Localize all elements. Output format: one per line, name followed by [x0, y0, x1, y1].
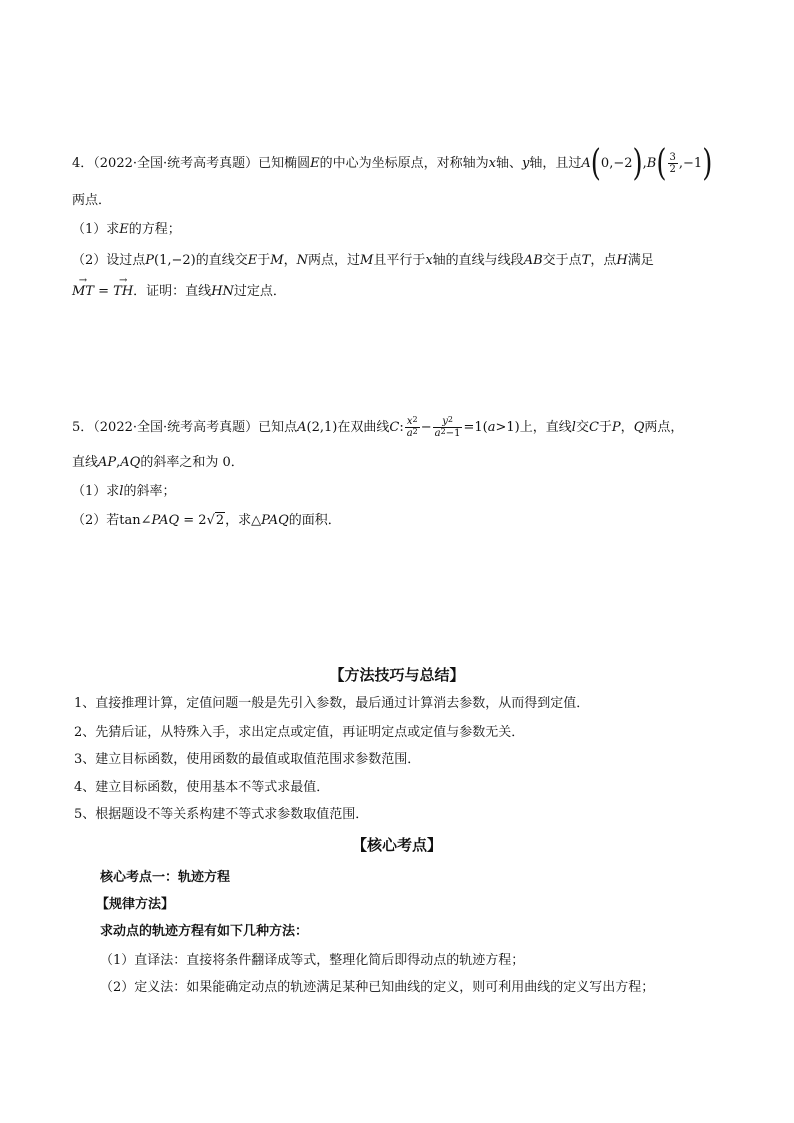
- problem5-q2: （2）若tan∠PAQ = 2√2，求△PAQ的面积．: [72, 513, 341, 528]
- rule-heading: 【规律方法】: [96, 897, 175, 912]
- rule-item: （1）直译法：直接将条件翻译成等式，整理化简后即得动点的轨迹方程；: [100, 953, 525, 968]
- vector-equation: → MT = → TH: [72, 284, 133, 299]
- method-item: 4、建立目标函数，使用基本不等式求最值．: [74, 780, 330, 795]
- problem4-q2-cont: → MT = → TH．证明：直线HN过定点．: [72, 283, 286, 301]
- rule-item: （2）定义法：如果能确定动点的轨迹满足某种已知曲线的定义，则可利用曲线的定义写出方程；: [100, 980, 655, 995]
- method-item: 2、先猜后证，从特殊入手，求出定点或定值，再证明定点或定值与参数无关．: [74, 725, 525, 740]
- core-point-heading: 核心考点一：轨迹方程: [100, 870, 231, 885]
- problem5-intro: 5．（2022·全国·统考高考真题）已知点A(2,1)在双曲线C: $\frac{x^2}{a^2}$ − $\frac{y^2}{a^2-1}$ =1(a>1)上，直线l交C于P，Q两点，: [72, 415, 684, 439]
- problem4-q2: （2）设过点P(1,−2)的直线交E于M，N两点，过M且平行于x轴的直线与线段AB交于点T，点H满足: [72, 253, 654, 268]
- problem5-cont: 直线AP,AQ的斜率之和为 0．: [72, 455, 244, 470]
- rule-lead: 求动点的轨迹方程有如下几种方法：: [100, 924, 309, 939]
- problem5-q1: （1）求l的斜率；: [72, 484, 176, 499]
- hyperbola-formula: C: $\frac{x^2}{a^2}$ − $\frac{y^2}{a^2-1}$ =1(a>1): [389, 415, 520, 439]
- problem4-intro: 4．（2022·全国·统考高考真题）已知椭圆E的中心为坐标原点，对称轴为x轴、y轴，且过A(0,−2),B( $\frac{3}{2}$ ,−1): [72, 142, 713, 185]
- method-item: 3、建立目标函数，使用函数的最值或取值范围求参数范围．: [74, 752, 421, 767]
- core-title: 【核心考点】: [351, 836, 442, 854]
- problem4-q1: （1）求E的方程；: [72, 222, 181, 237]
- method-item: 1、直接推理计算，定值问题一般是先引入参数，最后通过计算消去参数，从而得到定值．: [74, 696, 590, 711]
- point-a-formula: A(0,−2),B( $\frac{3}{2}$ ,−1): [581, 142, 713, 185]
- methods-title: 【方法技巧与总结】: [329, 666, 465, 684]
- method-item: 5、根据题设不等关系构建不等式求参数取值范围．: [74, 807, 369, 822]
- problem4-cont: 两点．: [72, 193, 112, 208]
